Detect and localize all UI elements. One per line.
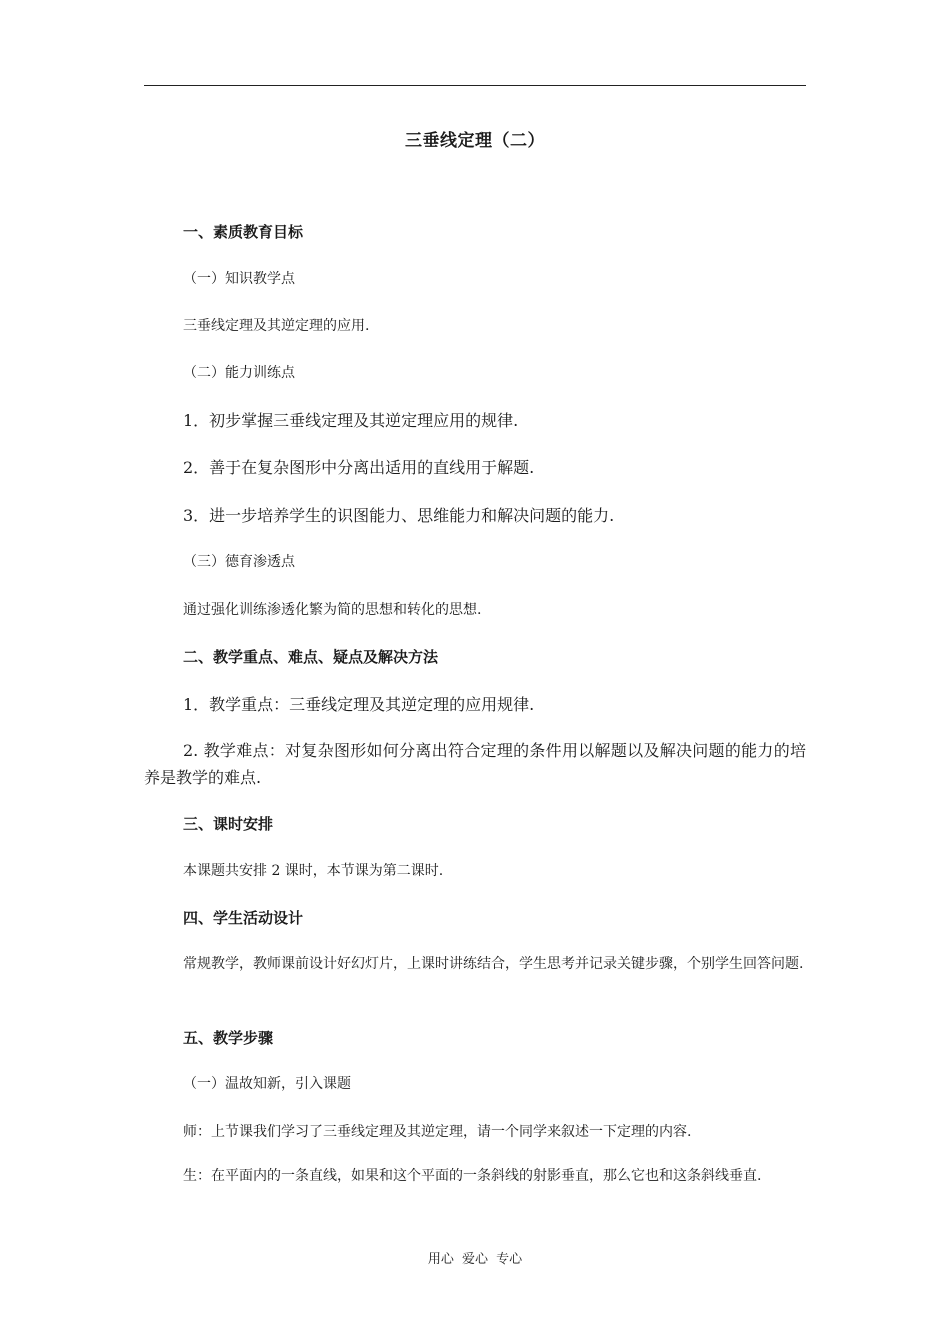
page-footer: 用心 爱心 专心	[427, 1252, 523, 1267]
schedule-text: 本课题共安排 2 课时，本节课为第二课时.	[183, 863, 444, 879]
subheading-review: （一）温故知新，引入课题	[183, 1076, 351, 1092]
subheading-knowledge: （一）知识教学点	[183, 271, 295, 287]
subheading-ability: （二）能力训练点	[183, 365, 295, 381]
section-heading-3: 三、课时安排	[183, 815, 274, 833]
teacher-dialogue: 师：上节课我们学习了三垂线定理及其逆定理，请一个同学来叙述一下定理的内容.	[183, 1124, 692, 1140]
ability-item-2: 2．善于在复杂图形中分离出适用的直线用于解题.	[183, 458, 535, 477]
subheading-moral: （三）德育渗透点	[183, 554, 295, 570]
section-heading-1: 一、素质教育目标	[183, 223, 304, 241]
student-dialogue: 生：在平面内的一条直线，如果和这个平面的一条斜线的射影垂直，那么它也和这条斜线垂直.	[183, 1168, 762, 1184]
header-rule	[144, 85, 806, 86]
document-title: 三垂线定理（二）	[405, 131, 545, 151]
ability-item-1: 1．初步掌握三垂线定理及其逆定理应用的规律.	[183, 411, 519, 430]
difficulty-paragraph: 2. 教学难点：对复杂图形如何分离出符合定理的条件用以解题以及解决问题的能力的培养是教学的难点.	[144, 741, 806, 787]
section-heading-4: 四、学生活动设计	[183, 909, 304, 927]
ability-item-3: 3．进一步培养学生的识图能力、思维能力和解决问题的能力.	[183, 506, 615, 525]
section-heading-2: 二、教学重点、难点、疑点及解决方法	[183, 648, 439, 666]
activity-paragraph: 常规教学，教师课前设计好幻灯片，上课时讲练结合，学生思考并记录关键步骤，个别学生回答问题.	[183, 956, 804, 972]
section-heading-5: 五、教学步骤	[183, 1029, 274, 1047]
key-point-item: 1．教学重点：三垂线定理及其逆定理的应用规律.	[183, 695, 535, 714]
moral-text: 通过强化训练渗透化繁为简的思想和转化的思想.	[183, 602, 482, 618]
knowledge-text: 三垂线定理及其逆定理的应用.	[183, 318, 370, 334]
